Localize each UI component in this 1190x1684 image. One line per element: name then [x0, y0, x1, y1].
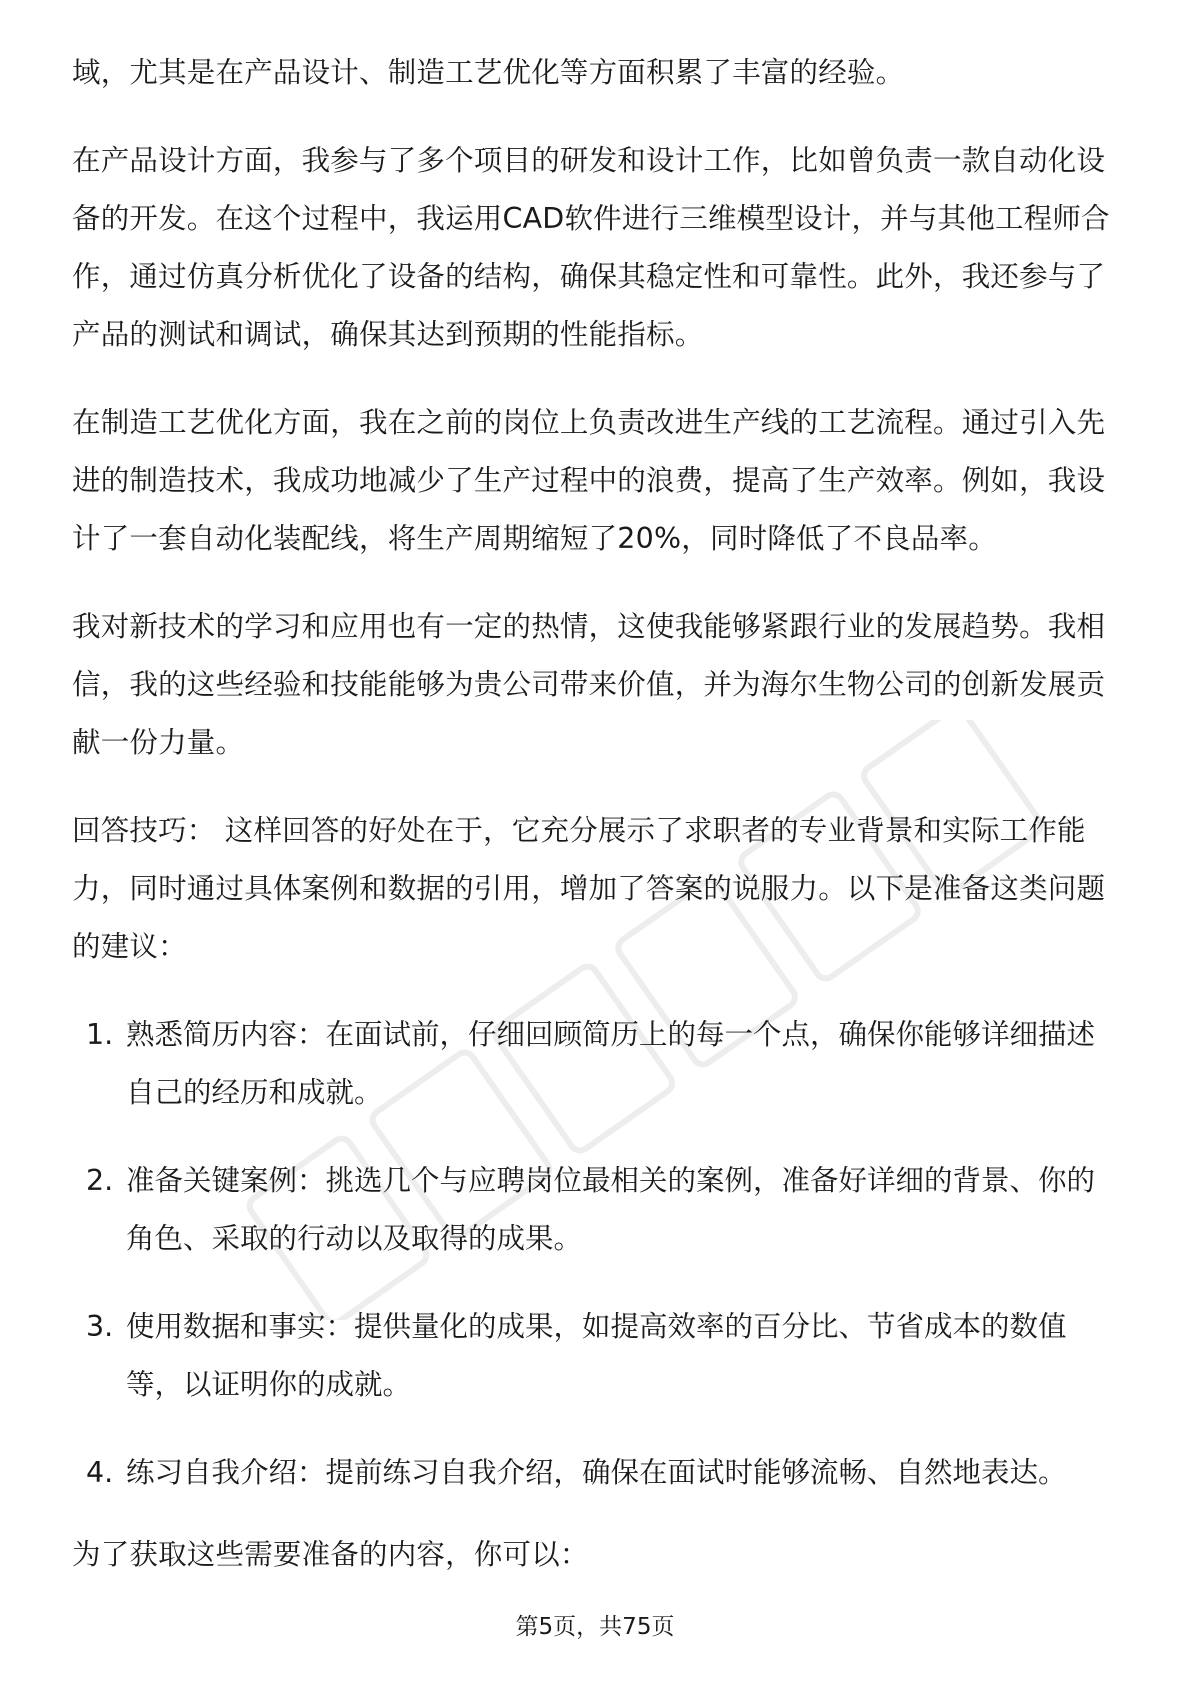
list-item	[72, 1152, 1118, 1268]
paragraph: 域，尤其是在产品设计、制造工艺优化等方面积累了丰富的经验。	[72, 56, 905, 89]
paragraph: 我对新技术的学习和应用也有一定的热情，这使我能够紧跟行业的发展趋势。我相信，我的这些经验和技能能够为贵公司带来价值，并为海尔生物公司的创新发展贡献一份力量。	[72, 610, 1106, 759]
list-number: 1.	[86, 1018, 114, 1051]
list-number: 3.	[86, 1310, 114, 1343]
list-text: 准备关键案例：挑选几个与应聘岗位最相关的案例，准备好详细的背景、你的角色、采取的行动以及取得的成果。	[126, 1164, 1096, 1255]
list-text: 练习自我介绍：提前练习自我介绍，确保在面试时能够流畅、自然地表达。	[126, 1456, 1067, 1489]
paragraph: 在制造工艺优化方面，我在之前的岗位上负责改进生产线的工艺流程。通过引入先进的制造技术，我成功地减少了生产过程中的浪费，提高了生产效率。例如，我设计了一套自动化装配线，将生产周期缩短了20%，同时降低了不良品率。	[72, 406, 1106, 555]
tips-list	[72, 1006, 1118, 1502]
list-number: 2.	[86, 1164, 114, 1197]
closing-paragraph: 为了获取这些需要准备的内容，你可以：	[72, 1538, 589, 1571]
document-body	[72, 44, 1118, 1584]
paragraph: 回答技巧： 这样回答的好处在于，它充分展示了求职者的专业背景和实际工作能力，同时通过具体案例和数据的引用，增加了答案的说服力。以下是准备这类问题的建议：	[72, 814, 1106, 963]
list-text: 使用数据和事实：提供量化的成果，如提高效率的百分比、节省成本的数值等，以证明你的成就。	[126, 1310, 1067, 1401]
paragraph: 在产品设计方面，我参与了多个项目的研发和设计工作，比如曾负责一款自动化设备的开发。在这个过程中，我运用CAD软件进行三维模型设计，并与其他工程师合作，通过仿真分析优化了设备的结构，确保其稳定性和可靠性。此外，我还参与了产品的测试和调试，确保其达到预期的性能指标。	[72, 144, 1110, 351]
list-item	[72, 1444, 1118, 1502]
list-item	[72, 1298, 1118, 1414]
list-item	[72, 1006, 1118, 1122]
list-number: 4.	[86, 1456, 114, 1489]
page-footer: 第5页，共75页	[515, 1614, 675, 1640]
list-text: 熟悉简历内容：在面试前，仔细回顾简历上的每一个点，确保你能够详细描述自己的经历和成就。	[126, 1018, 1096, 1109]
